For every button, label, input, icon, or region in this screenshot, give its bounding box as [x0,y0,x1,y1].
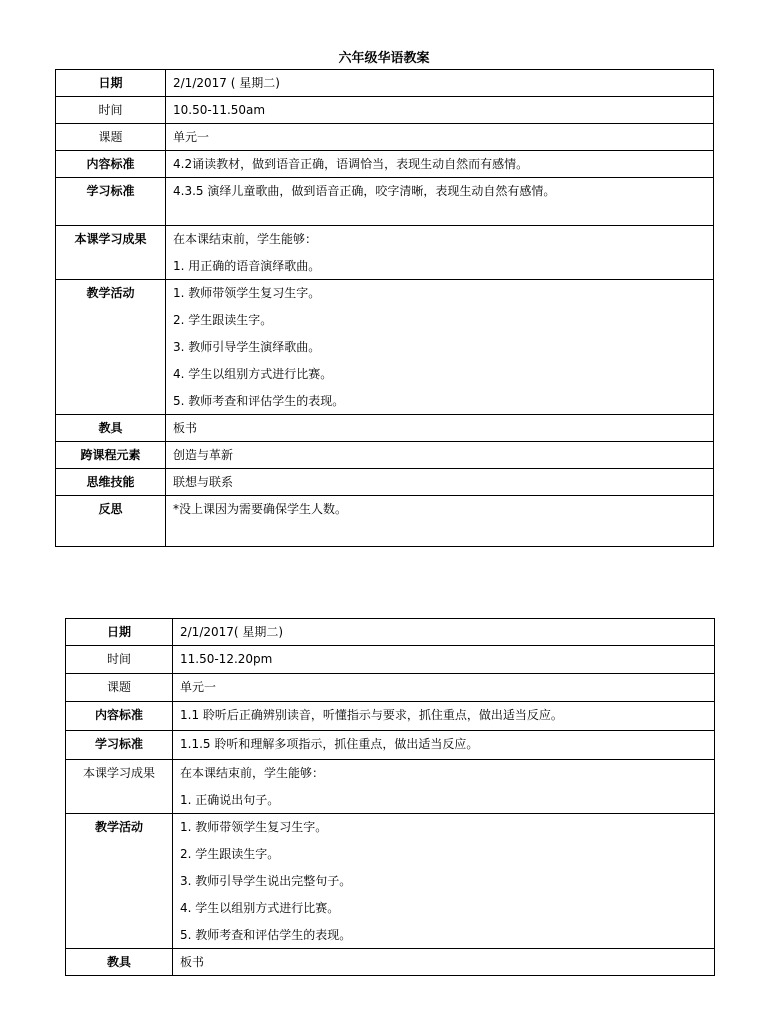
activity-item: 2. 学生跟读生字。 [173,313,273,327]
cross-curricular-value: 创造与革新 [166,442,714,469]
content-standard-label: 内容标准 [56,151,166,178]
row-topic [66,674,715,702]
activity-item: 2. 学生跟读生字。 [180,847,280,861]
document-title: 六年级华语教案 [338,51,430,66]
activity-item: 5. 教师考查和评估学生的表现。 [180,928,352,942]
row-time [56,97,714,124]
activity-item: 4. 学生以组别方式进行比赛。 [180,901,340,915]
row-content-standard [66,702,715,731]
row-thinking-skills [56,469,714,496]
content-standard-value: 1.1 聆听后正确辨别读音，听懂指示与要求，抓住重点，做出适当反应。 [173,702,715,731]
time-label: 时间 [56,97,166,124]
activity-item: 5. 教师考查和评估学生的表现。 [173,394,345,408]
date-label: 日期 [56,70,166,97]
activity-item: 1. 教师带领学生复习生字。 [173,286,321,300]
outcome-value [173,760,715,814]
activities-value [166,280,714,415]
materials-label: 教具 [56,415,166,442]
thinking-skills-label: 思维技能 [56,469,166,496]
row-activities [56,280,714,415]
date-value: 2/1/2017( 星期二) [173,619,715,646]
learning-standard-value: 1.1.5 聆听和理解多项指示，抓住重点，做出适当反应。 [173,731,715,760]
row-reflection [56,496,714,547]
materials-label: 教具 [66,949,173,976]
row-date [66,619,715,646]
date-value: 2/1/2017 ( 星期二) [166,70,714,97]
content-standard-value: 4.2诵读教材，做到语音正确，语调恰当，表现生动自然而有感情。 [166,151,714,178]
row-time [66,646,715,674]
lesson-plan-table-2 [65,618,715,976]
activities-label: 教学活动 [56,280,166,415]
row-learning-standard [66,731,715,760]
learning-standard-label: 学习标准 [66,731,173,760]
activity-item: 3. 教师引导学生说出完整句子。 [180,874,352,888]
activity-item: 1. 教师带领学生复习生字。 [180,820,328,834]
row-content-standard [56,151,714,178]
materials-value: 板书 [166,415,714,442]
reflection-label: 反思 [56,496,166,547]
activities-label: 教学活动 [66,814,173,949]
topic-label: 课题 [56,124,166,151]
outcome-line: 1. 正确说出句子。 [180,793,280,807]
topic-label: 课题 [66,674,173,702]
row-outcome [56,226,714,280]
reflection-value: *没上课因为需要确保学生人数。 [166,496,714,547]
topic-value: 单元一 [173,674,715,702]
time-value: 10.50-11.50am [166,97,714,124]
activity-item: 3. 教师引导学生演绎歌曲。 [173,340,321,354]
learning-standard-value: 4.3.5 演绎儿童歌曲，做到语音正确，咬字清晰，表现生动自然有感情。 [166,178,714,226]
row-activities [66,814,715,949]
materials-value: 板书 [173,949,715,976]
row-learning-standard [56,178,714,226]
date-label: 日期 [66,619,173,646]
cross-curricular-label: 跨课程元素 [56,442,166,469]
time-value: 11.50-12.20pm [173,646,715,674]
outcome-label: 本课学习成果 [66,760,173,814]
content-standard-label: 内容标准 [66,702,173,731]
time-label: 时间 [66,646,173,674]
row-materials [56,415,714,442]
outcome-line: 1. 用正确的语音演绎歌曲。 [173,259,321,273]
topic-value: 单元一 [166,124,714,151]
outcome-line: 在本课结束前，学生能够： [173,232,318,246]
outcome-line: 在本课结束前，学生能够： [180,766,325,780]
outcome-value [166,226,714,280]
row-date [56,70,714,97]
activity-item: 4. 学生以组别方式进行比赛。 [173,367,333,381]
row-topic [56,124,714,151]
row-outcome [66,760,715,814]
learning-standard-label: 学习标准 [56,178,166,226]
lesson-plan-table-1 [55,69,714,547]
row-materials [66,949,715,976]
outcome-label: 本课学习成果 [56,226,166,280]
thinking-skills-value: 联想与联系 [166,469,714,496]
row-cross-curricular [56,442,714,469]
activities-value [173,814,715,949]
